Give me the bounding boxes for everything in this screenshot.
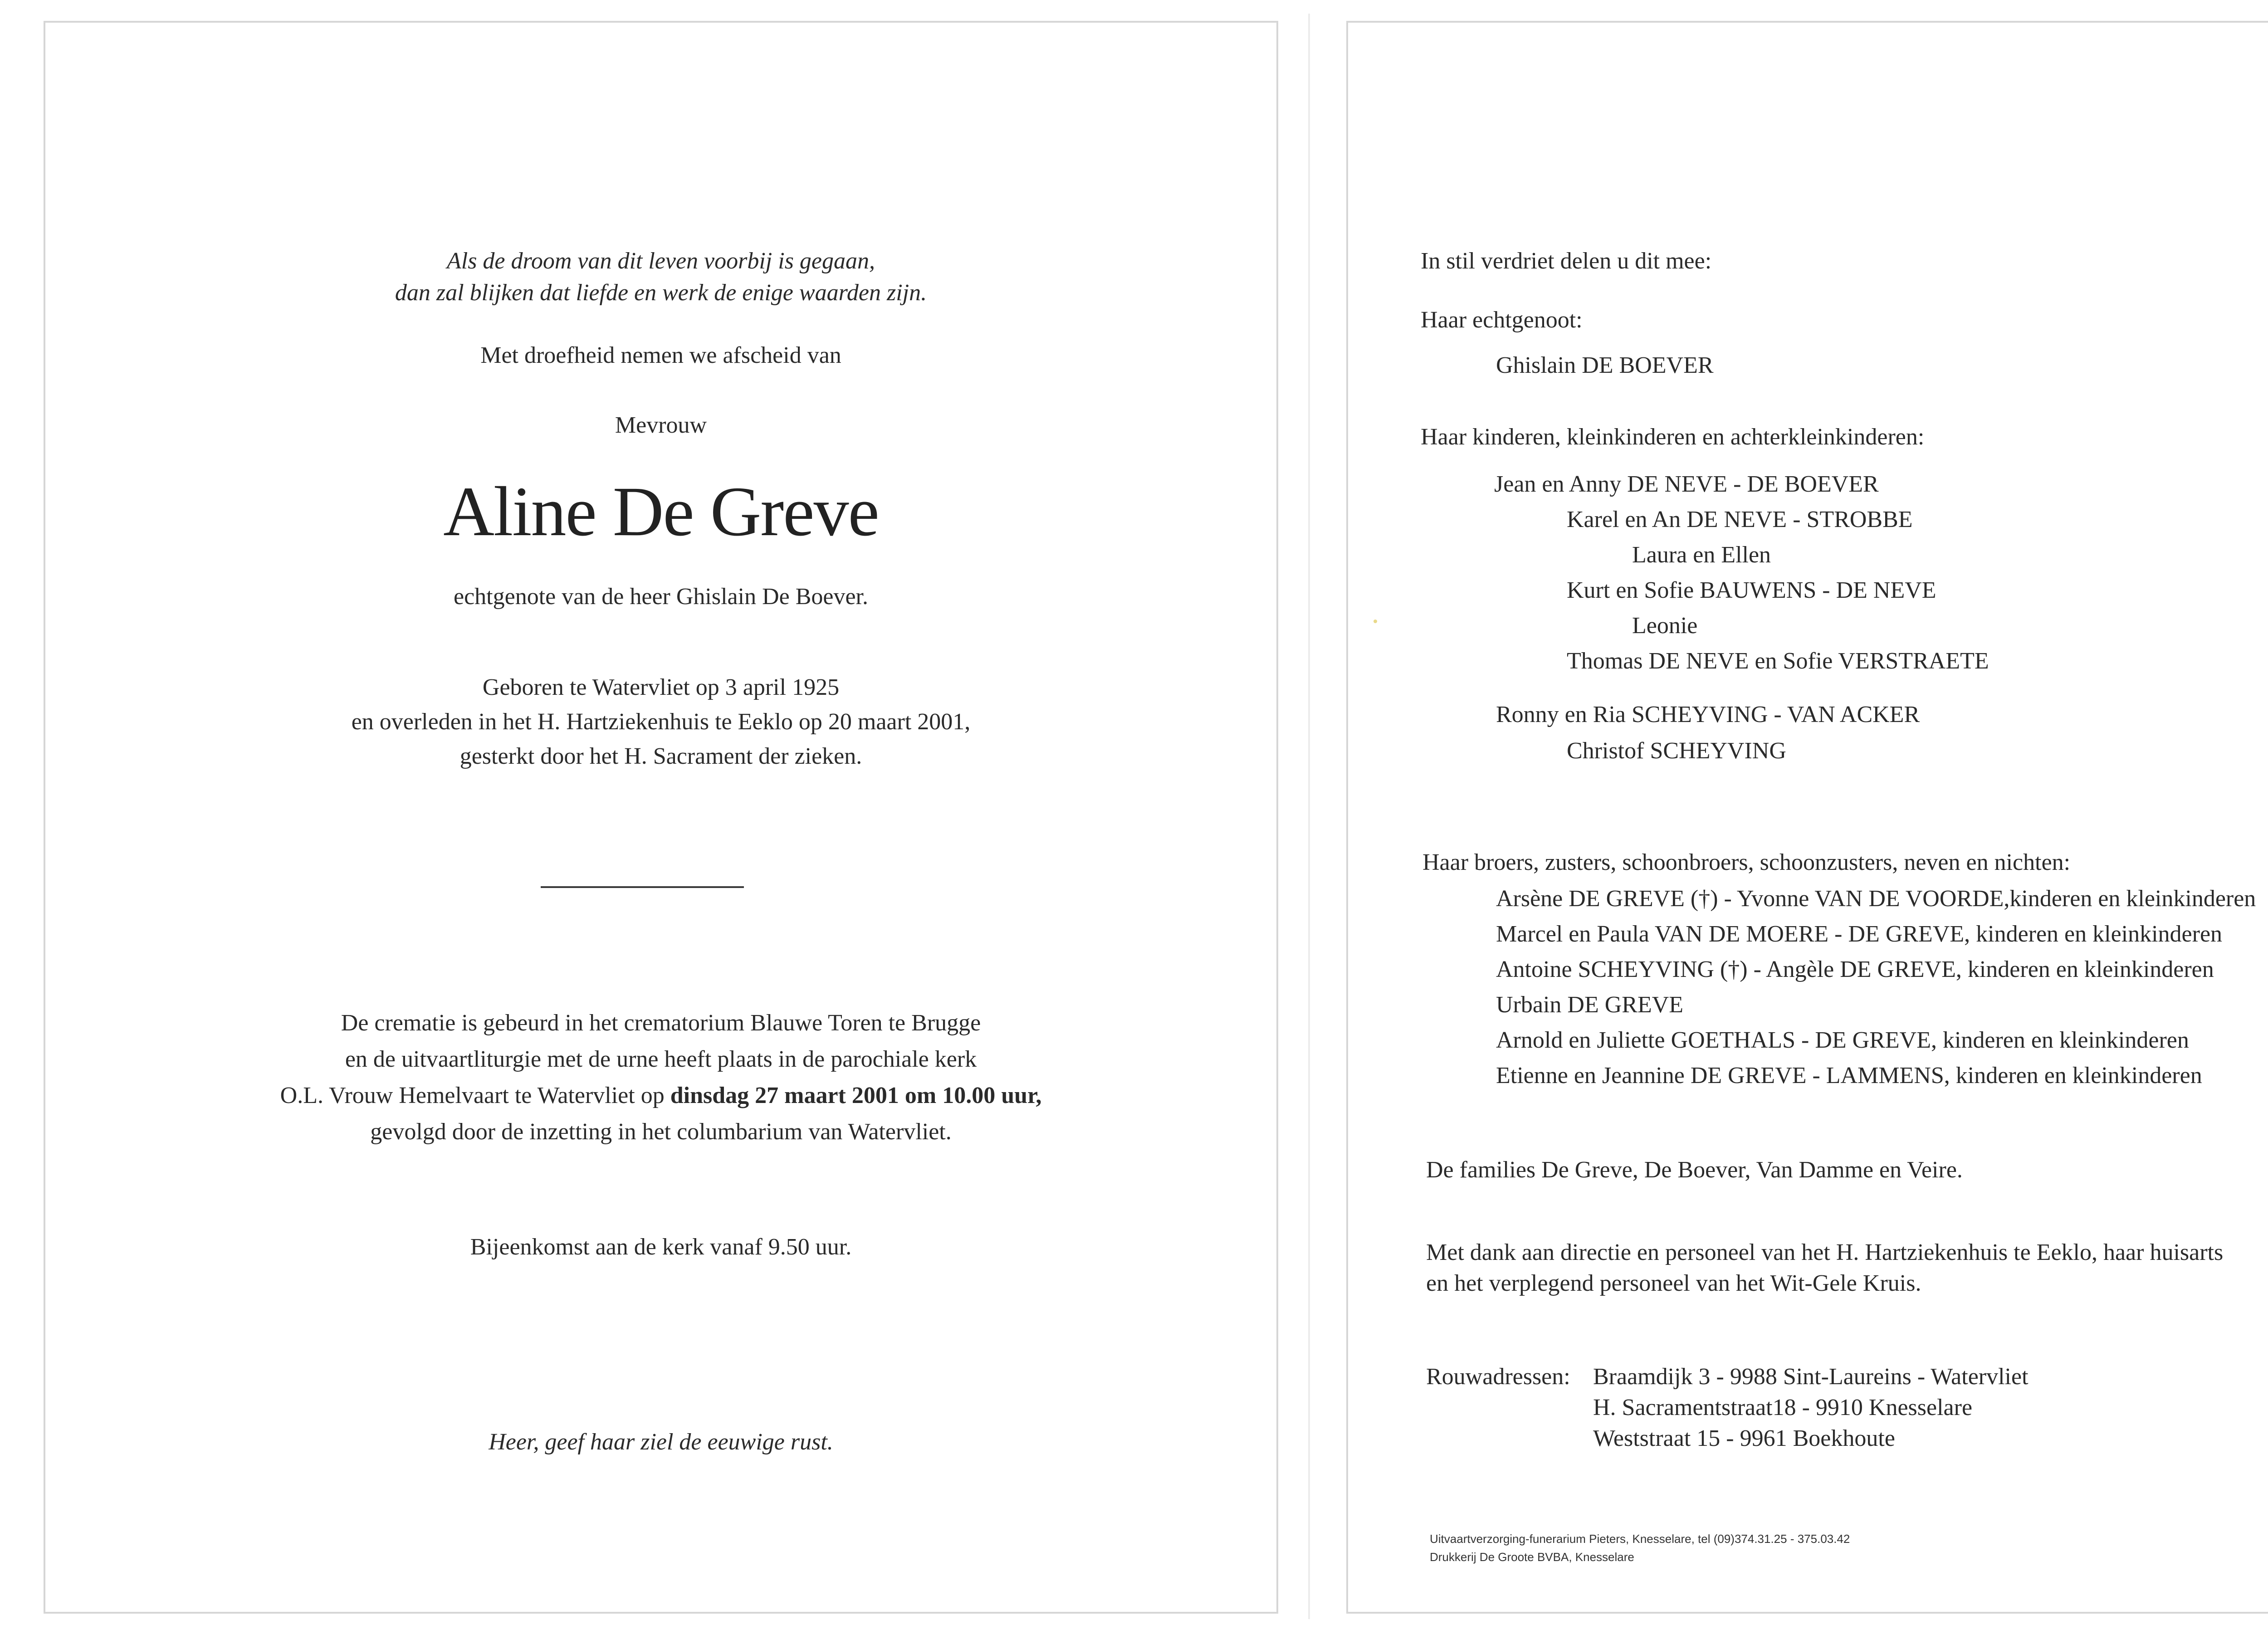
ceremony-line-1: De crematie is gebeurd in het crematorium Blauwe Toren te Brugge <box>341 1010 981 1036</box>
funeral-home-footer: Uitvaartverzorging-funerarium Pieters, Knesselare, tel (09)374.31.25 - 375.03.42 <box>1430 1532 1850 1546</box>
siblings-heading: Haar broers, zusters, schoonbroers, schoonzusters, neven en nichten: <box>1422 849 2071 875</box>
gathering-time: Bijeenkomst aan de kerk vanaf 9.50 uur. <box>470 1234 852 1260</box>
ceremony-venue: O.L. Vrouw Hemelvaart te Watervliet op <box>280 1083 670 1108</box>
child-entry: Karel en An DE NEVE - STROBBE <box>1567 507 1913 532</box>
paper-speck <box>1374 620 1377 623</box>
child-entry: Kurt en Sofie BAUWENS - DE NEVE <box>1567 577 1936 603</box>
sibling-entry: Marcel en Paula VAN DE MOERE - DE GREVE, kinderen en kleinkinderen <box>1496 921 2223 947</box>
salutation: Mevrouw <box>615 412 707 438</box>
address-entry: H. Sacramentstraat18 - 9910 Knesselare <box>1593 1395 1973 1420</box>
divider-rule <box>541 886 744 888</box>
address-entry: Weststraat 15 - 9961 Boekhoute <box>1593 1425 1895 1451</box>
birth-line: Geboren te Watervliet op 3 april 1925 <box>482 674 840 700</box>
children-heading: Haar kinderen, kleinkinderen en achterkleinkinderen: <box>1421 424 1925 450</box>
addresses-label: Rouwadressen: <box>1426 1364 1570 1390</box>
grandchild-entry: Leonie <box>1632 613 1698 639</box>
right-page <box>1346 21 2268 1614</box>
spouse-heading: Haar echtgenoot: <box>1421 307 1583 333</box>
intro-text: Met droefheid nemen we afscheid van <box>480 342 841 368</box>
sibling-entry: Antoine SCHEYVING (†) - Angèle DE GREVE, kinderen en kleinkinderen <box>1496 956 2214 982</box>
sibling-entry: Arnold en Juliette GOETHALS - DE GREVE, kinderen en kleinkinderen <box>1496 1027 2189 1053</box>
child-entry: Thomas DE NEVE en Sofie VERSTRAETE <box>1567 648 1989 674</box>
child-entry: Christof SCHEYVING <box>1567 738 1786 764</box>
page-fold <box>1308 14 1310 1619</box>
poem-line-1: Als de droom van dit leven voorbij is gegaan, <box>446 248 875 274</box>
spouse-name: Ghislain DE BOEVER <box>1496 352 1714 378</box>
sibling-entry: Urbain DE GREVE <box>1496 992 1684 1018</box>
spouse-line: echtgenote van de heer Ghislain De Boever. <box>454 584 868 610</box>
families-line: De families De Greve, De Boever, Van Damme en Veire. <box>1426 1157 1963 1183</box>
opening-line: In stil verdriet delen u dit mee: <box>1421 248 1712 274</box>
sibling-entry: Arsène DE GREVE (†) - Yvonne VAN DE VOORDE,kinderen en kleinkinderen <box>1496 886 2256 912</box>
printer-footer: Drukkerij De Groote BVBA, Knesselare <box>1430 1550 1634 1564</box>
ceremony-line-4: gevolgd door de inzetting in het columbarium van Watervliet. <box>370 1119 952 1145</box>
thanks-line-2: en het verplegend personeel van het Wit-Gele Kruis. <box>1426 1270 1921 1296</box>
ceremony-line-2: en de uitvaartliturgie met de urne heeft plaats in de parochiale kerk <box>345 1046 977 1072</box>
poem-line-2: dan zal blijken dat liefde en werk de enige waarden zijn. <box>395 280 927 306</box>
ceremony-date-time: dinsdag 27 maart 2001 om 10.00 uur, <box>670 1083 1042 1108</box>
ceremony-line-3 <box>45 1084 1276 1108</box>
left-page <box>44 21 1278 1614</box>
address-entry: Braamdijk 3 - 9988 Sint-Laureins - Watervliet <box>1593 1364 2028 1390</box>
closing-prayer: Heer, geef haar ziel de eeuwige rust. <box>489 1429 833 1455</box>
deceased-name: Aline De Greve <box>443 472 879 551</box>
death-line: en overleden in het H. Hartziekenhuis te Eeklo op 20 maart 2001, <box>351 709 971 735</box>
sacrament-line: gesterkt door het H. Sacrament der zieken. <box>459 743 862 769</box>
sibling-entry: Etienne en Jeannine DE GREVE - LAMMENS, kinderen en kleinkinderen <box>1496 1063 2202 1088</box>
child-entry: Ronny en Ria SCHEYVING - VAN ACKER <box>1496 702 1920 727</box>
grandchild-entry: Laura en Ellen <box>1632 542 1771 568</box>
child-entry: Jean en Anny DE NEVE - DE BOEVER <box>1494 471 1879 497</box>
thanks-line-1: Met dank aan directie en personeel van het H. Hartziekenhuis te Eeklo, haar huisarts <box>1426 1239 2224 1265</box>
